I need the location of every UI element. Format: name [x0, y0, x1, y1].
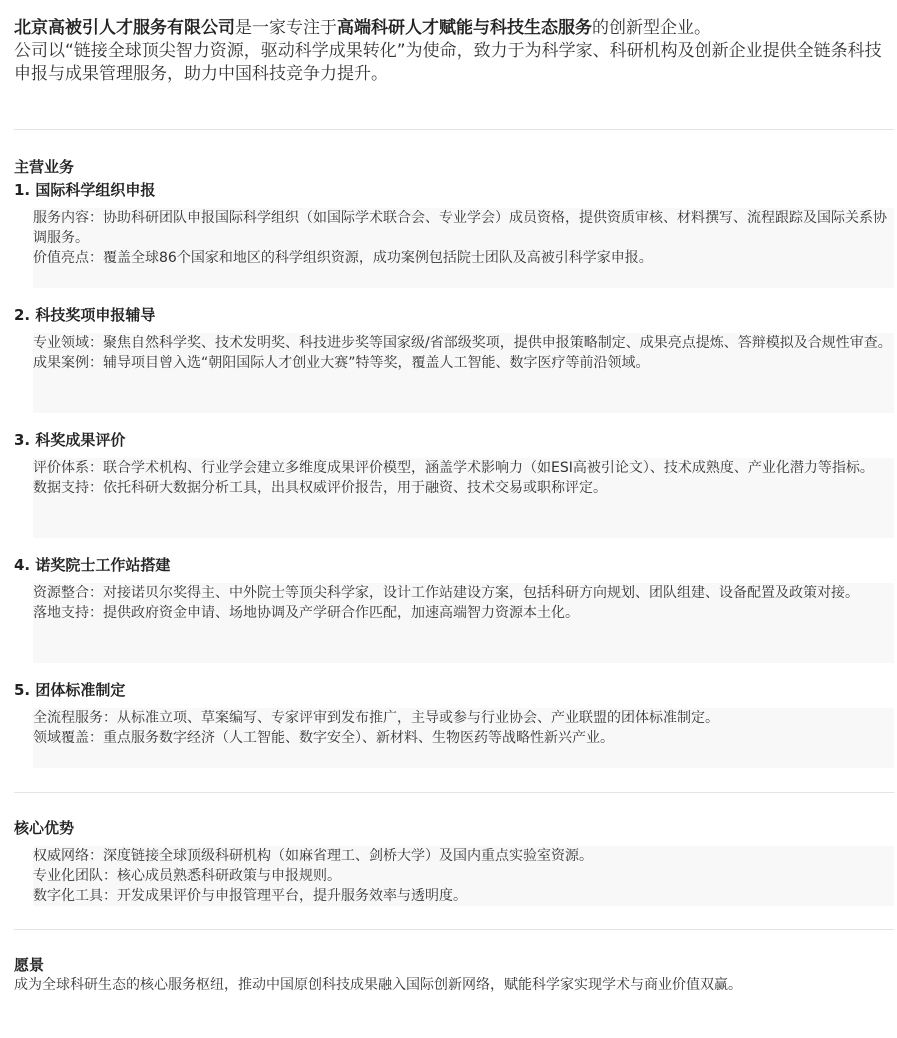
focus-text: 高端科研人才赋能与科技生态服务 [337, 18, 592, 38]
vision-text: 成为全球科研生态的核心服务枢纽，推动中国原创科技成果融入国际创新网络，赋能科学家实现学术与商业价值双赢。 [14, 977, 742, 993]
advantage-line: 专业化团队：核心成员熟悉科研政策与申报规则。 [33, 868, 341, 884]
business-item-line: 领域覆盖：重点服务数字经济（人工智能、数字安全）、新材料、生物医药等战略性新兴产业。 [33, 730, 614, 746]
business-item-block [33, 208, 894, 288]
advantages-heading: 核心优势 [14, 819, 75, 837]
business-item-line: 数据支持：依托科研大数据分析工具，出具权威评价报告，用于融资、技术交易或职称评定。 [33, 480, 607, 496]
business-heading: 主营业务 [14, 158, 75, 176]
business-item-line: 专业领域：聚焦自然科学奖、技术发明奖、科技进步奖等国家级/省部级奖项，提供申报策略制定、成果亮点提炼、答辩模拟及合规性审查。 [33, 335, 892, 351]
advantage-line: 权威网络：深度链接全球顶级科研机构（如麻省理工、剑桥大学）及国内重点实验室资源。 [33, 848, 593, 864]
business-item-title: 2. 科技奖项申报辅导 [14, 306, 156, 324]
mission-text: 公司以“链接全球顶尖智力资源，驱动科学成果转化”为使命，致力于为科学家、科研机构及创新企业提供全链条科技申报与成果管理服务，助力中国科技竞争力提升。 [14, 41, 882, 84]
business-item-line: 落地支持：提供政府资金申请、场地协调及产学研合作匹配，加速高端智力资源本土化。 [33, 605, 579, 621]
business-item-line: 评价体系：联合学术机构、行业学会建立多维度成果评价模型，涵盖学术影响力（如ESI高被引论文）、技术成熟度、产业化潜力等指标。 [33, 460, 874, 476]
business-item-block [33, 333, 894, 413]
intro-paragraph [14, 17, 894, 86]
business-item-line: 服务内容：协助科研团队申报国际科学组织（如国际学术联合会、专业学会）成员资格，提供资质审核、材料撰写、流程跟踪及国际关系协调服务。 [33, 210, 887, 246]
business-item-line: 资源整合：对接诺贝尔奖得主、中外院士等顶尖科学家，设计工作站建设方案，包括科研方向规划、团队组建、设备配置及政策对接。 [33, 585, 859, 601]
divider [14, 792, 894, 793]
divider [14, 129, 894, 130]
company-name: 北京高被引人才服务有限公司 [14, 18, 235, 38]
business-item-line: 全流程服务：从标准立项、草案编写、专家评审到发布推广，主导或参与行业协会、产业联盟的团体标准制定。 [33, 710, 719, 726]
intro-text: 的创新型企业。 [592, 18, 711, 38]
business-item-block [33, 583, 894, 663]
business-item-title: 3. 科奖成果评价 [14, 431, 126, 449]
business-item-block [33, 458, 894, 538]
business-item-block [33, 708, 894, 768]
business-item-line: 成果案例：辅导项目曾入选“朝阳国际人才创业大赛”特等奖，覆盖人工智能、数字医疗等前沿领域。 [33, 355, 650, 371]
intro-text: 是一家专注于 [235, 18, 337, 38]
advantages-block [33, 846, 894, 906]
divider [14, 929, 894, 930]
business-item-title: 4. 诺奖院士工作站搭建 [14, 556, 171, 574]
business-item-title: 1. 国际科学组织申报 [14, 181, 156, 199]
business-item-line: 价值亮点：覆盖全球86个国家和地区的科学组织资源，成功案例包括院士团队及高被引科学家申报。 [33, 250, 653, 266]
business-item-title: 5. 团体标准制定 [14, 681, 126, 699]
vision-heading: 愿景 [14, 956, 45, 974]
advantage-line: 数字化工具：开发成果评价与申报管理平台，提升服务效率与透明度。 [33, 888, 467, 904]
